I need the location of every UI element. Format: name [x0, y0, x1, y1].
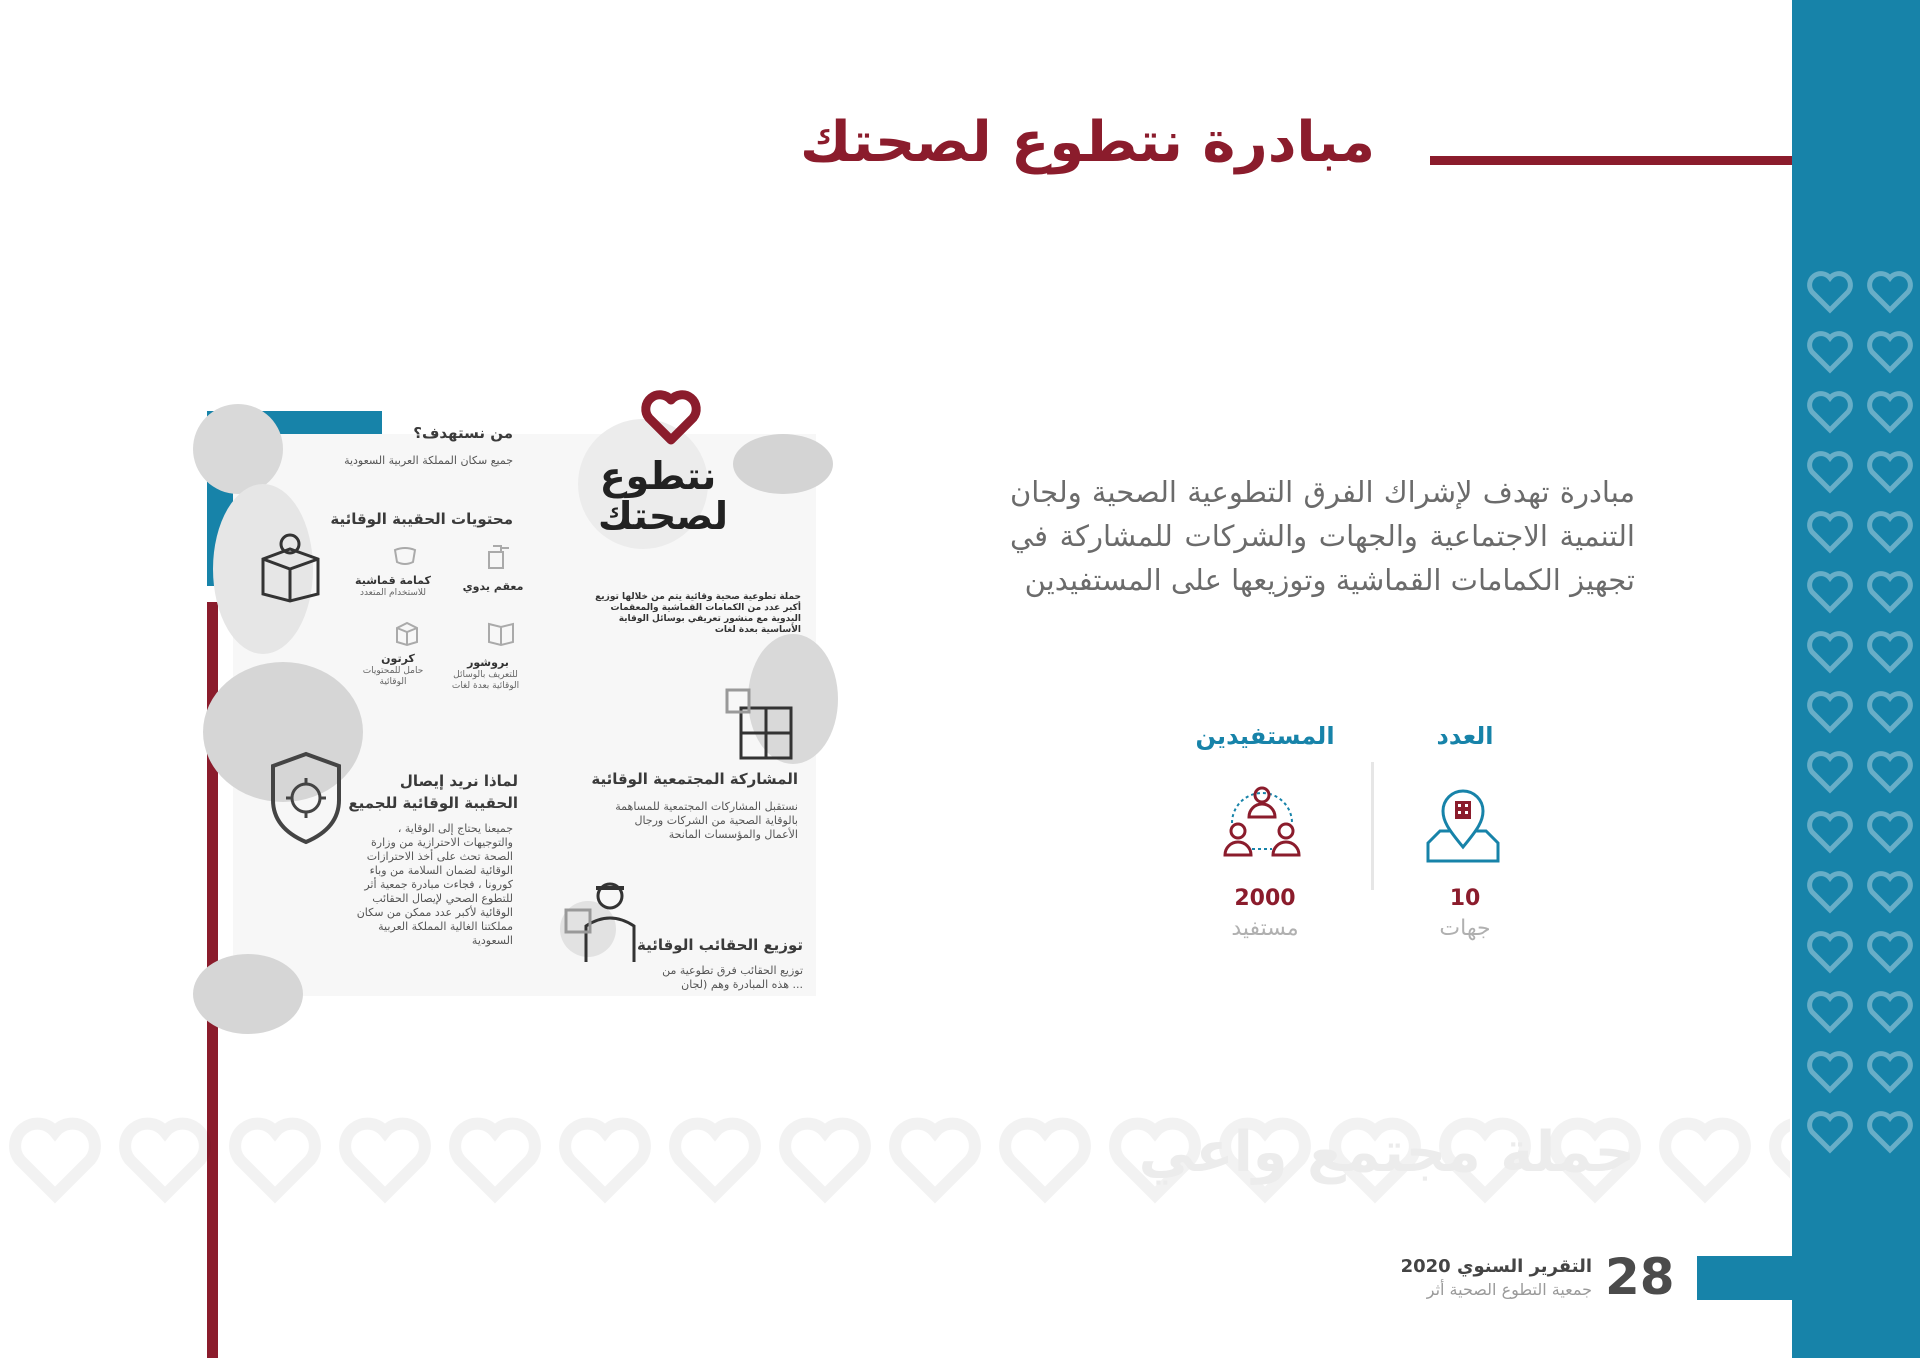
- campaign-poster: [233, 424, 816, 996]
- poster-blob: [733, 434, 833, 494]
- poster-intro: حملة تطوعية صحية وقائية يتم من خلالها توزيع أكبر عدد من الكمامات القماشية والمعقمات اليدوية مع منشور تعريفي بوسائل الوقاية الأساسية بعدة لغات: [595, 592, 801, 635]
- stat-value-beneficiaries: 2000: [1234, 886, 1296, 911]
- stat-unit-beneficiaries: مستفيد: [1231, 916, 1299, 941]
- campaign-watermark: حملة مجتمع واعي: [1138, 1120, 1635, 1185]
- kit-item-brochure: بروشور: [467, 656, 509, 669]
- footer-accent-bar: [1697, 1256, 1792, 1300]
- stats-divider: [1371, 762, 1374, 890]
- initiative-description: مبادرة تهدف لإشراك الفرق التطوعية الصحية ولجان التنمية الاجتماعية والجهات والشركات للمشاركة في تجهيز الكمامات القماشية وتوزيعها على المستفيدين: [1010, 475, 1635, 597]
- kit-item-carton: كرتون: [381, 652, 415, 665]
- poster-kit-heading: محتويات الحقيبة الوقائية: [330, 510, 513, 528]
- location-pin-building-icon: [1418, 785, 1508, 865]
- poster-why-text: جميعنا يحتاج إلى الوقاية ، والتوجيهات الاحترازية من وزارة الصحة تحث على أخذ الاحترازات الوقائية لضمان السلامة من وباء كورونا ، فجاءت مبادرة جمعية أثر للتطوع الصحي لإيصال الحقائب الوقائية لأكبر عدد ممكن من سكان مملكتنا الغالية المملكة العربية السعودية: [356, 822, 513, 947]
- puzzle-icon: [723, 686, 798, 766]
- report-title: التقرير السنوي 2020: [1400, 1256, 1592, 1277]
- stat-unit-count: جهات: [1439, 916, 1491, 941]
- poster-why-heading-2: الحقيبة الوقائية للجميع: [348, 794, 518, 812]
- organization-name: جمعية التطوع الصحية أثر: [1426, 1280, 1592, 1299]
- kit-item-mask: كمامة قماشية: [355, 574, 431, 587]
- sanitizer-icon: [483, 542, 513, 570]
- stat-value-count: 10: [1449, 886, 1481, 911]
- poster-logo-line2: لصحتك: [598, 494, 728, 538]
- poster-distribution-text: توزيع الحقائب فرق تطوعية من ... هذه المبادرة وهم (لجان: [662, 964, 803, 991]
- page-number: 28: [1605, 1248, 1675, 1306]
- mask-icon: [391, 542, 419, 570]
- carton-icon: [393, 620, 421, 646]
- box-icon: [253, 529, 328, 604]
- kit-item-carton-desc: حامل للمحتويات الوقائية: [362, 666, 424, 687]
- title-rule: [1430, 156, 1792, 165]
- poster-why-heading-1: لماذا نريد إيصال: [399, 772, 518, 790]
- poster-logo-line1: نتطوع: [599, 454, 717, 498]
- poster-community-heading: المشاركة المجتمعية الوقائية: [591, 770, 798, 788]
- stat-label-count: العدد: [1436, 722, 1494, 750]
- heart-logo-icon: [641, 388, 701, 448]
- poster-blob: [193, 954, 303, 1034]
- poster-community-text: نستقبل المشاركات المجتمعية للمساهمة بالوقاية الصحية من الشركات ورجال الأعمال والمؤسسات المانحة: [615, 800, 798, 841]
- poster-audience-text: جميع سكان المملكة العربية السعودية: [344, 454, 513, 467]
- brochure-icon: [487, 620, 515, 646]
- people-network-icon: [1222, 783, 1302, 863]
- poster-blob: [193, 404, 283, 494]
- poster-distribution-heading: توزيع الحقائب الوقائية: [636, 936, 803, 954]
- page-title: مبادرة نتطوع لصحتك: [800, 110, 1375, 175]
- kit-item-sanitizer: معقم يدوي: [462, 580, 524, 593]
- heart-pattern-decoration: [1800, 260, 1920, 1160]
- stat-label-beneficiaries: المستفيدين: [1195, 722, 1335, 750]
- kit-item-mask-desc: للاستخدام المتعدد: [359, 588, 427, 598]
- kit-item-brochure-desc: للتعريف بالوسائل الوقائية بعدة لغات: [451, 670, 520, 691]
- poster-audience-heading: من نستهدف؟: [413, 424, 513, 442]
